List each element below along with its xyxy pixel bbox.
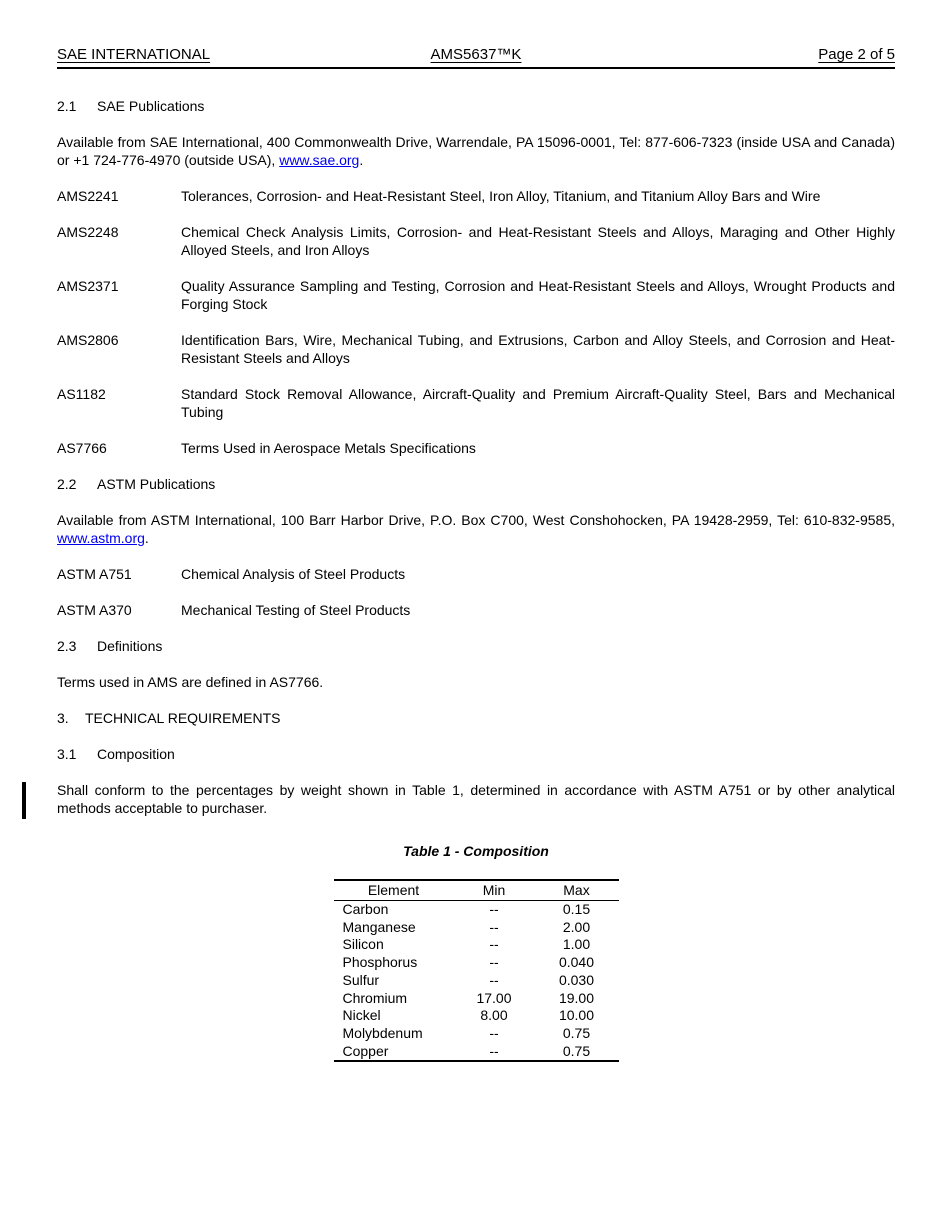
composition-text: Shall conform to the percentages by weight shown in Table 1, determined in accordance with ASTM A751 or by other analytical methods acceptable to purchaser. [57, 782, 895, 816]
element-cell: Silicon [342, 936, 384, 953]
reference-item-astm-a751 [57, 565, 895, 583]
max-cell: 19.00 [558, 989, 595, 1006]
element-cell: Phosphorus [342, 954, 418, 971]
section-number: 3. [57, 710, 69, 726]
min-cell: -- [489, 918, 499, 935]
section-heading-3 [57, 709, 895, 727]
column-header-element: Element [334, 880, 454, 901]
min-cell: -- [489, 936, 499, 953]
reference-code: AMS2371 [57, 278, 119, 294]
min-cell: -- [489, 971, 499, 988]
section-title: SAE Publications [97, 98, 205, 114]
reference-title: Tolerances, Corrosion- and Heat-Resistant Steel, Iron Alloy, Titanium, and Titanium Alloy Bars and Wire [181, 188, 821, 204]
min-cell: 17.00 [476, 989, 512, 1006]
header-rule [57, 67, 895, 69]
min-cell: -- [489, 901, 499, 917]
section-heading-2-1 [57, 97, 895, 115]
column-header-max: Max [535, 880, 619, 901]
reference-item-astm-a370 [57, 601, 895, 619]
table-row-molybdenum [334, 1025, 619, 1043]
max-cell: 0.15 [562, 901, 591, 917]
element-cell: Chromium [342, 989, 408, 1006]
table-row-phosphorus [334, 954, 619, 972]
max-cell: 0.040 [558, 954, 595, 971]
composition-table [334, 879, 619, 1062]
reference-title: Chemical Analysis of Steel Products [181, 566, 406, 582]
table-row-silicon [334, 936, 619, 954]
table-row-sulfur [334, 972, 619, 990]
table-row-chromium [334, 990, 619, 1008]
reference-title: Mechanical Testing of Steel Products [181, 602, 411, 618]
composition-paragraph [57, 781, 895, 817]
reference-code: AS1182 [57, 386, 106, 402]
table-header-row [334, 880, 619, 901]
astm-org-link[interactable]: www.astm.org [57, 530, 145, 546]
section-number: 2.3 [57, 638, 77, 654]
sae-org-link[interactable]: www.sae.org [279, 152, 360, 168]
reference-item-ams2241 [57, 187, 895, 205]
section-heading-2-3 [57, 637, 895, 655]
section-title: Composition [97, 746, 175, 762]
definitions-paragraph: Terms used in AMS are defined in AS7766. [57, 674, 324, 690]
astm-availability-text: Available from ASTM International, 100 Barr Harbor Drive, P.O. Box C700, West Conshohocken, PA 19428-2959, Tel: 610-832-9585, [57, 512, 895, 528]
element-cell: Manganese [342, 918, 416, 935]
element-cell: Sulfur [342, 971, 380, 988]
element-cell: Copper [342, 1042, 389, 1059]
table-row-copper [334, 1043, 619, 1062]
min-cell: -- [489, 1024, 499, 1041]
max-cell: 0.75 [562, 1042, 591, 1059]
sae-availability-paragraph [57, 133, 895, 169]
element-cell: Molybdenum [342, 1024, 423, 1041]
element-cell: Nickel [342, 1007, 381, 1024]
reference-title: Chemical Check Analysis Limits, Corrosion- and Heat-Resistant Steels and Alloys, Maraging and Other Highly Alloyed Steels, and Iron Alloys [181, 224, 895, 258]
max-cell: 10.00 [558, 1007, 595, 1024]
astm-availability-period: . [144, 530, 149, 546]
reference-code: ASTM A370 [57, 602, 132, 618]
reference-item-as1182 [57, 385, 895, 421]
max-cell: 1.00 [562, 936, 591, 953]
header-document-number: AMS5637™K [430, 46, 522, 63]
reference-item-ams2371 [57, 277, 895, 313]
min-cell: -- [489, 954, 499, 971]
reference-title: Quality Assurance Sampling and Testing, Corrosion and Heat-Resistant Steels and Alloys, Wrought Products and Forging Stock [181, 278, 895, 312]
reference-title: Terms Used in Aerospace Metals Specifications [181, 440, 476, 456]
change-bar [22, 782, 26, 819]
sae-availability-text: Available from SAE International, 400 Commonwealth Drive, Warrendale, PA 15096-0001, Tel: 877-606-7323 (inside USA and Canada) or +1 724-776-4970 (outside USA), [57, 134, 895, 168]
reference-code: ASTM A751 [57, 566, 132, 582]
reference-code: AMS2241 [57, 188, 119, 204]
section-number: 2.1 [57, 98, 77, 114]
header-page-indicator: Page 2 of 5 [818, 46, 895, 63]
reference-code: AMS2248 [57, 224, 119, 240]
section-number: 2.2 [57, 476, 77, 492]
section-title: Definitions [97, 638, 163, 654]
max-cell: 0.030 [558, 971, 595, 988]
section-number: 3.1 [57, 746, 77, 762]
section-title: TECHNICAL REQUIREMENTS [85, 710, 281, 726]
min-cell: -- [489, 1042, 499, 1059]
table-row-nickel [334, 1007, 619, 1025]
table-row-manganese [334, 919, 619, 937]
section-heading-3-1 [57, 745, 895, 763]
astm-availability-paragraph [57, 511, 895, 547]
reference-title: Identification Bars, Wire, Mechanical Tubing, and Extrusions, Carbon and Alloy Steels, and Corrosion and Heat-Resistant Steels and Alloys [181, 332, 895, 366]
max-cell: 0.75 [562, 1024, 591, 1041]
header-organization: SAE INTERNATIONAL [57, 46, 211, 63]
table-row-carbon [334, 901, 619, 919]
sae-availability-period: . [359, 152, 364, 168]
reference-item-as7766 [57, 439, 895, 457]
table-1-caption: Table 1 - Composition [403, 843, 549, 859]
element-cell: Carbon [342, 901, 389, 917]
reference-item-ams2248 [57, 223, 895, 259]
reference-item-ams2806 [57, 331, 895, 367]
reference-code: AMS2806 [57, 332, 119, 348]
reference-code: AS7766 [57, 440, 107, 456]
min-cell: 8.00 [480, 1007, 508, 1024]
page-header [57, 46, 895, 64]
section-title: ASTM Publications [97, 476, 216, 492]
reference-title: Standard Stock Removal Allowance, Aircraft-Quality and Premium Aircraft-Quality Steel, Bars and Mechanical Tubing [181, 386, 895, 420]
section-heading-2-2 [57, 475, 895, 493]
column-header-min: Min [454, 880, 535, 901]
max-cell: 2.00 [562, 918, 591, 935]
